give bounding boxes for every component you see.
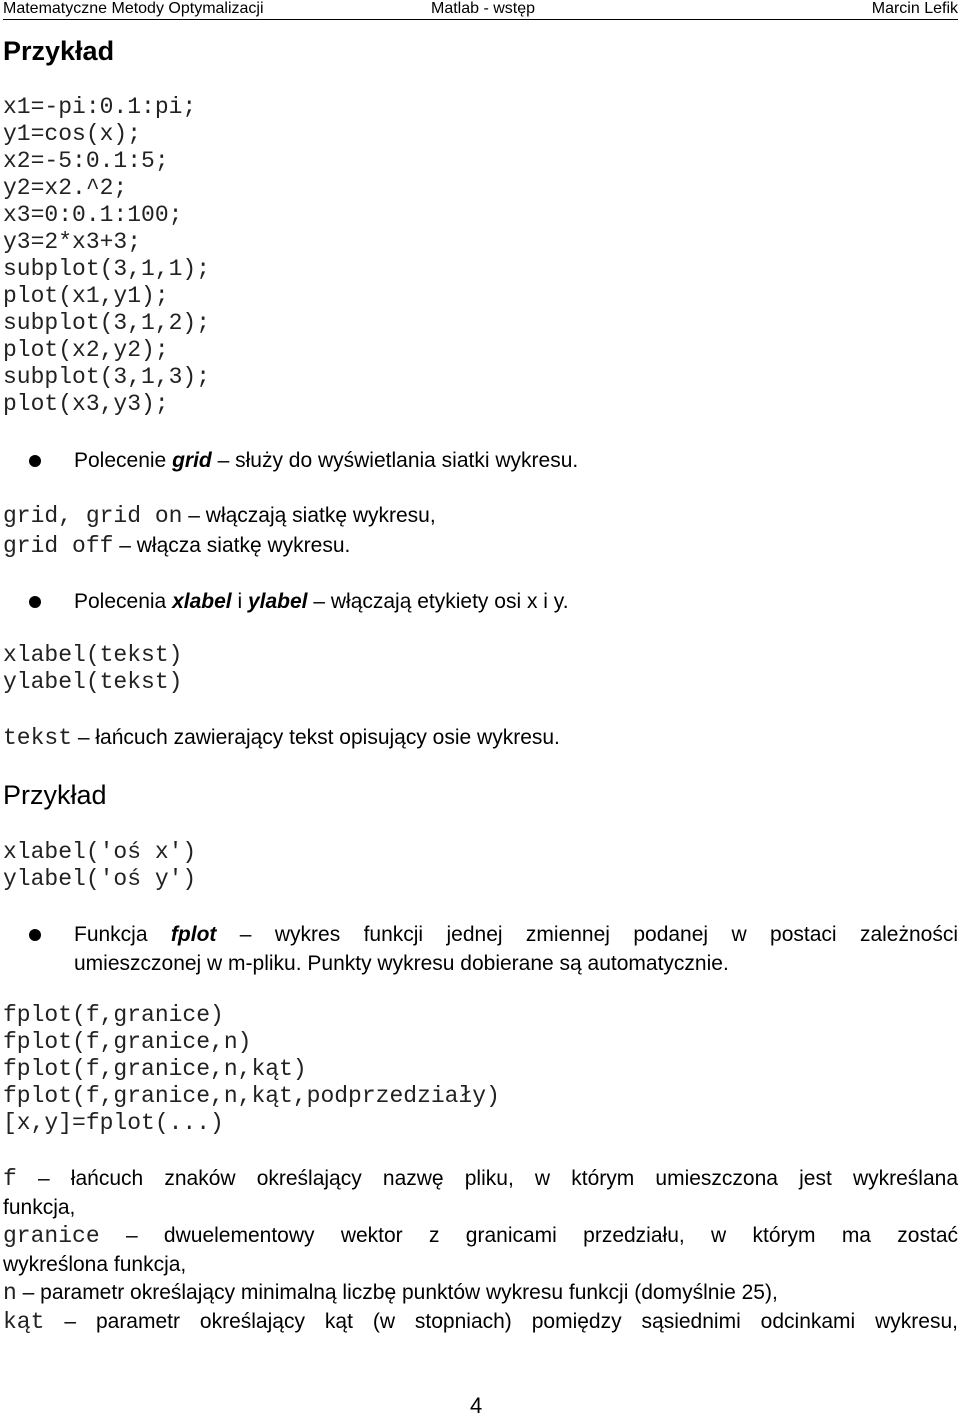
- fplot-desc-line1: – wykres funkcji jednej zmiennej podanej w postaci zależności: [216, 923, 958, 946]
- code-example-subplot: x1=-pi:0.1:pi; y1=cos(x); x2=-5:0.1:5; y2=x2.^2; x3=0:0.1:100; y3=2*x3+3; subplot(3,1,1); plot(x1,y1); subplot(3,1,2); plot(x2,y2); subplot(3,1,3); plot(x3,y3);: [3, 94, 211, 417]
- def-granice-line1: [3, 1222, 958, 1250]
- def-granice-line2: wykreślona funkcja,: [3, 1253, 187, 1276]
- grid-off-line: [3, 532, 350, 560]
- def-f-code: f: [3, 1166, 17, 1192]
- code-label-syntax: xlabel(tekst) ylabel(tekst): [3, 642, 183, 695]
- grid-on-code: grid, grid on: [3, 503, 183, 529]
- grid-desc-pre: Polecenie: [74, 449, 173, 472]
- grid-on-line: [3, 502, 436, 530]
- fplot-description-line1: [74, 921, 958, 949]
- def-n-line: [3, 1279, 778, 1307]
- def-n-code: n: [3, 1280, 17, 1306]
- label-desc-post: – włączają etykiety osi x i y.: [307, 590, 569, 613]
- code-label-example: xlabel('oś x') ylabel('oś y'): [3, 839, 197, 892]
- bullet-icon: [29, 929, 41, 941]
- tekst-text: – łańcuch zawierający tekst opisujący osie wykresu.: [72, 726, 560, 749]
- fplot-keyword: fplot: [170, 923, 217, 946]
- def-kat-code: kąt: [3, 1309, 45, 1335]
- label-desc-pre: Polecenia: [74, 590, 173, 613]
- grid-on-text: – włączają siatkę wykresu,: [182, 504, 436, 527]
- example-heading: Przykład: [3, 36, 115, 66]
- label-desc-mid: i: [231, 590, 248, 613]
- xlabel-keyword: xlabel: [172, 590, 232, 613]
- def-f-text: – łańcuch znaków określający nazwę pliku, w którym umieszczona jest wykreślana: [16, 1167, 958, 1190]
- def-granice-text: – dwuelementowy wektor z granicami przedziału, w którym ma zostać: [99, 1224, 958, 1247]
- header-author: Marcin Lefik: [871, 0, 958, 17]
- grid-off-text: – włącza siatkę wykresu.: [113, 534, 351, 557]
- fplot-description-line2: umieszczonej w m-pliku. Punkty wykresu dobierane są automatycznie.: [74, 952, 729, 975]
- header-topic: Matlab - wstęp: [431, 0, 536, 17]
- header-rule: [3, 19, 958, 20]
- grid-keyword: grid: [172, 449, 212, 472]
- grid-description: [74, 447, 578, 475]
- def-f-line2: funkcja,: [3, 1196, 76, 1219]
- page-header: [3, 0, 958, 18]
- tekst-definition: [3, 724, 560, 752]
- def-kat-line: [3, 1308, 958, 1336]
- bullet-icon: [29, 455, 41, 467]
- def-n-text: – parametr określający minimalną liczbę punktów wykresu funkcji (domyślnie 25),: [16, 1281, 778, 1304]
- fplot-desc-pre: Funkcja: [74, 923, 171, 946]
- bullet-icon: [29, 596, 41, 608]
- tekst-code: tekst: [3, 725, 73, 751]
- code-fplot-syntax: fplot(f,granice) fplot(f,granice,n) fplot(f,granice,n,kąt) fplot(f,granice,n,kąt,podprzedziały) [x,y]=fplot(...): [3, 1002, 500, 1136]
- page-number: 4: [470, 1393, 483, 1418]
- grid-off-code: grid off: [3, 533, 114, 559]
- def-granice-code: granice: [3, 1223, 100, 1249]
- grid-desc-post: – służy do wyświetlania siatki wykresu.: [211, 449, 579, 472]
- header-course-title: Matematyczne Metody Optymalizacji: [3, 0, 264, 17]
- example-heading-2: Przykład: [3, 780, 107, 810]
- def-kat-text: – parametr określający kąt (w stopniach) pomiędzy sąsiednimi odcinkami wykresu,: [44, 1310, 958, 1333]
- label-description: [74, 588, 569, 616]
- def-f-line1: [3, 1165, 958, 1193]
- ylabel-keyword: ylabel: [247, 590, 308, 613]
